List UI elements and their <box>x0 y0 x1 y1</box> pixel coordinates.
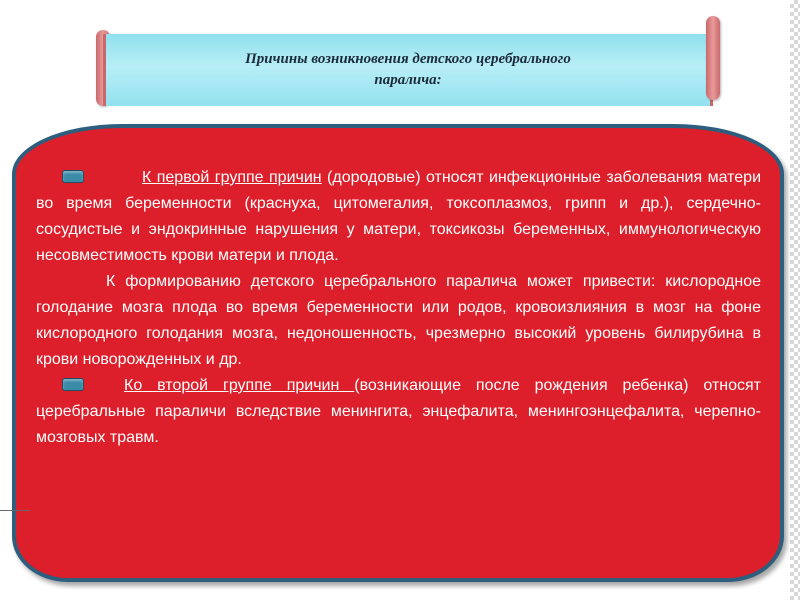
bullet-icon <box>62 170 84 183</box>
paragraph-first-group <box>36 165 761 269</box>
bullet-icon <box>62 378 84 391</box>
content-text <box>36 165 761 451</box>
decorative-line <box>0 510 30 511</box>
second-group-text: (возникающие после рождения ребенка) относят церебральные параличи вследствие менингита, энцефалита, менингоэнцефалита, черепно-мозговых травм. <box>36 377 761 446</box>
scroll-roll-right <box>706 16 720 100</box>
first-group-heading: К первой группе причин <box>142 169 322 186</box>
paragraph-formation <box>36 269 761 373</box>
second-group-heading: Ко второй группе причин <box>124 377 355 394</box>
page-title: Причины возникновения детского церебрального паралича: <box>245 51 571 88</box>
first-group-text: (дородовые) относят инфекционные заболевания матери во время беременности (краснуха, цитомегалия, токсоплазмоз, грипп и др.), сердечно-сосудистые и эндокринные нарушения у матери, токсикозы беременных, иммунологическую несовместимость крови матери и плода. <box>36 169 762 264</box>
title-scroll-banner <box>96 16 720 110</box>
transparency-checker-strip <box>790 0 800 600</box>
banner-body <box>103 34 713 106</box>
paragraph-second-group <box>36 373 761 451</box>
formation-text: К формированию детского церебрального паралича может привести: кислородное голодание мозга плода во время беременности или родов, кровоизлияния в мозг на фоне кислородного голодания мозга, недоношенность, чрезмерно высокий уровень билирубина в крови новорожденных и др. <box>36 273 761 368</box>
